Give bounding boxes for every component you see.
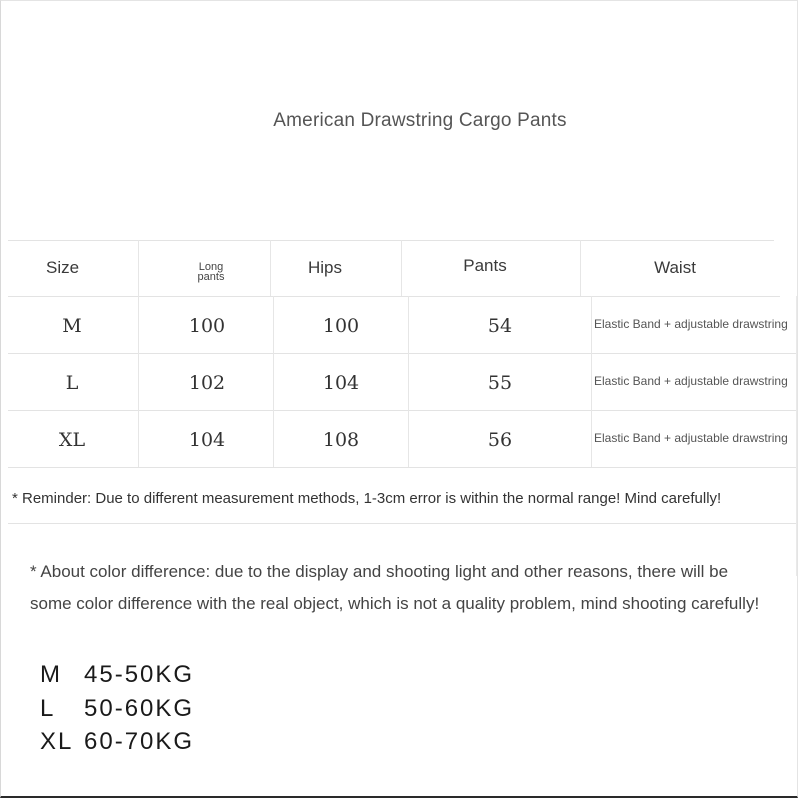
weight-range: 45-50KG	[84, 661, 195, 688]
cell-size: M	[62, 315, 82, 337]
section-divider	[8, 523, 796, 524]
table-bottom-rule	[8, 467, 796, 468]
weight-row	[40, 658, 194, 692]
header-hips: Hips	[307, 258, 342, 277]
table-top-rule	[8, 240, 774, 241]
weight-range: 60-70KG	[84, 728, 195, 755]
header-size: Size	[46, 258, 80, 277]
table-row-rule	[8, 353, 796, 354]
table-column-rule	[580, 240, 581, 296]
cell-size: L	[65, 372, 79, 394]
table-column-rule	[591, 296, 592, 467]
page-title: American Drawstring Cargo Pants	[273, 110, 567, 131]
header-long-pants-line2: pants	[197, 271, 225, 283]
measurement-reminder: * Reminder: Due to different measurement methods, 1-3cm error is within the normal range! Mind carefully!	[12, 490, 722, 507]
header-long-pants	[180, 259, 242, 285]
header-waist: Waist	[654, 258, 696, 277]
cell-long-pants: 102	[188, 372, 226, 394]
weight-guide	[40, 658, 194, 759]
table-column-rule	[138, 240, 139, 467]
cell-waist: Elastic Band + adjustable drawstring	[594, 317, 788, 331]
cell-size: XL	[58, 429, 86, 451]
table-header-rule	[8, 296, 780, 297]
table-column-rule	[273, 296, 274, 467]
cell-pants: 54	[487, 315, 513, 337]
weight-range: 50-60KG	[84, 694, 195, 722]
color-difference-note: * About color difference: due to the display and shooting light and other reasons, there will be some color difference with the real object, which is not a quality problem, mind shooting carefully!	[30, 562, 760, 613]
cell-pants: 55	[487, 372, 513, 394]
weight-size: L	[40, 694, 56, 722]
cell-waist: Elastic Band + adjustable drawstring	[594, 431, 788, 445]
header-long-pants-line1: Long	[198, 261, 224, 273]
weight-size: XL	[40, 728, 74, 755]
table-column-rule	[401, 240, 402, 296]
cell-hips: 100	[322, 315, 360, 337]
cell-hips: 108	[322, 429, 360, 451]
weight-row	[40, 692, 194, 726]
cell-waist: Elastic Band + adjustable drawstring	[594, 374, 788, 388]
cell-long-pants: 100	[188, 315, 226, 337]
header-pants: Pants	[463, 256, 507, 275]
weight-size: M	[40, 661, 62, 688]
table-row-rule	[8, 410, 796, 411]
cell-pants: 56	[487, 429, 513, 451]
table-column-rule	[408, 296, 409, 467]
weight-row	[40, 725, 194, 759]
cell-long-pants: 104	[188, 429, 226, 451]
table-right-edge	[796, 296, 797, 576]
cell-hips: 104	[322, 372, 360, 394]
table-column-rule	[270, 240, 271, 296]
